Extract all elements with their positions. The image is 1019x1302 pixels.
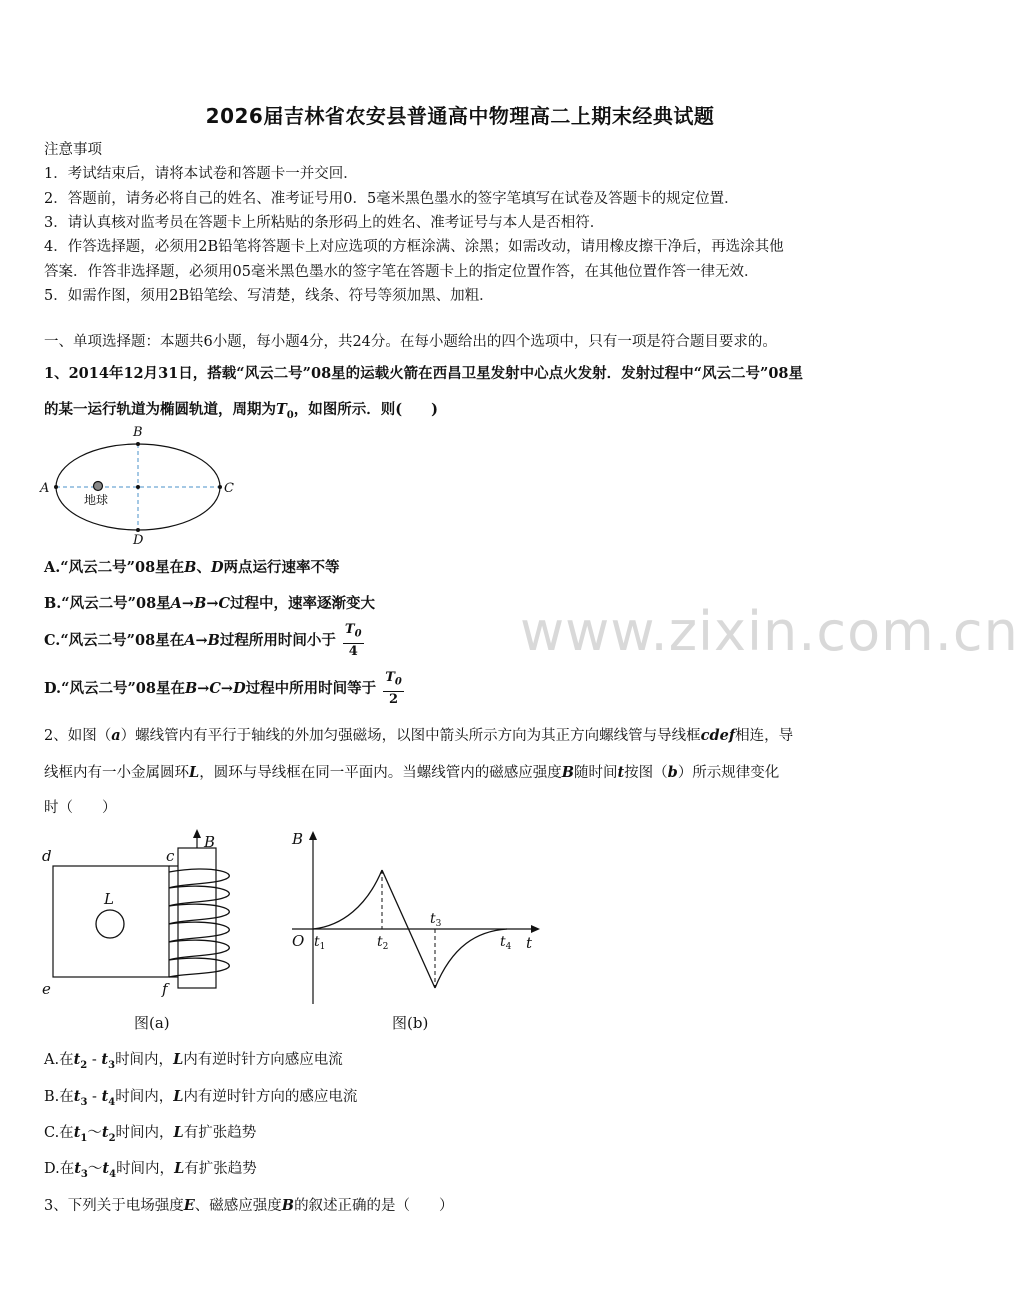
- q2-stem-line2: 线框内有一小金属圆环L，圆环与导线框在同一平面内。当螺线管内的磁感应强度B随时间t按图（b）所示规律变化: [44, 764, 780, 781]
- q2-stem-line1: 2、如图（a）螺线管内有平行于轴线的外加匀强磁场，以图中箭头所示方向为其正方向螺线管与导线框cdef相连，导: [44, 727, 794, 744]
- label-c: C: [224, 481, 234, 496]
- point-d: [136, 528, 140, 532]
- label-e: e: [42, 980, 51, 998]
- point-a: [54, 485, 58, 489]
- curve-rise: [313, 870, 382, 929]
- label-a: A: [40, 481, 50, 496]
- q1-option-a: A.“风云二号”08星在B、D两点运行速率不等: [44, 559, 340, 576]
- q1-stem-line1: 1、2014年12月31日，搭载“风云二号”08星的运载火箭在西昌卫星发射中心点火发射．发射过程中“风云二号”08星: [44, 365, 804, 382]
- t-axis-arrow-icon: [531, 925, 540, 933]
- label-b: B: [204, 833, 216, 851]
- notice-item: 5．如需作图，须用2B铅笔绘、写清楚，线条、符号等须加黑、加粗．: [44, 288, 494, 304]
- section-heading: 一、单项选择题：本题共6小题，每小题4分，共24分。在每小题给出的四个选项中，只有一项是符合题目要求的。: [44, 334, 777, 350]
- earth-label: 地球: [84, 493, 109, 507]
- q2-option-a: A.在$t_2 - t_3$时间内，L内有逆时针方向感应电流: [44, 1051, 343, 1071]
- wire-frame: [53, 866, 169, 977]
- label-c: c: [166, 847, 175, 865]
- q1-orbit-figure: [36, 422, 246, 547]
- earth-icon: [94, 482, 103, 491]
- caption-a: 图(a): [134, 1014, 170, 1032]
- label-l: L: [104, 890, 114, 908]
- q1-option-b: B.“风云二号”08星A→B→C过程中，速率逐渐变大: [44, 595, 376, 612]
- label-d: D: [133, 533, 144, 548]
- b-axis-arrow-icon: [309, 831, 317, 840]
- point-b: [136, 442, 140, 446]
- orbit-center: [136, 485, 140, 489]
- q3-stem: 3、下列关于电场强度E、磁感应强度B的叙述正确的是（ ）: [44, 1197, 454, 1214]
- q1-stem-line2: 的某一运行轨道为椭圆轨道，周期为$T_0$，如图所示．则( ): [44, 401, 438, 421]
- notice-heading: 注意事项: [44, 142, 102, 158]
- b-arrow-icon: [193, 829, 201, 838]
- q2-figure-b: [282, 826, 544, 1036]
- label-t2: $t_2$: [377, 934, 389, 952]
- q1-option-d: D.“风云二号”08星在B→C→D过程中所用时间等于 $\frac{T_0}{2}$: [44, 670, 402, 707]
- q1-option-c: C.“风云二号”08星在A→B过程所用时间小于 $\frac{T_0}{4}$: [44, 622, 362, 659]
- notice-item: 3．请认真核对监考员在答题卡上所粘贴的条形码上的姓名、准考证号与本人是否相符．: [44, 215, 605, 231]
- label-t4: $t_4$: [500, 934, 512, 952]
- notice-item: 答案．作答非选择题，必须用05毫米黑色墨水的签字笔在答题卡上的指定位置作答，在其他位置作答一律无效．: [44, 264, 759, 280]
- label-t3: $t_3$: [430, 911, 442, 929]
- label-b: B: [292, 830, 304, 848]
- q2-figure-a: [38, 826, 248, 1036]
- notice-item: 2．答题前，请务必将自己的姓名、准考证号用0．5毫米黑色墨水的签字笔填写在试卷及答题卡的规定位置．: [44, 191, 739, 207]
- watermark: www.zixin.com.cn: [520, 600, 1019, 663]
- curve-recover: [435, 929, 507, 988]
- label-f: f: [162, 980, 168, 998]
- page-title: 2026届吉林省农安县普通高中物理高二上期末经典试题: [205, 104, 715, 128]
- notice-item: 1．考试结束后，请将本试卷和答题卡一并交回．: [44, 166, 358, 182]
- q2-option-b: B.在$t_3 - t_4$时间内，L内有逆时针方向的感应电流: [44, 1088, 358, 1108]
- label-b: B: [133, 425, 143, 440]
- metal-ring: [96, 910, 124, 938]
- label-o: O: [292, 932, 305, 950]
- label-d: d: [42, 847, 52, 865]
- label-t1: $t_1$: [314, 934, 326, 952]
- point-c: [218, 485, 222, 489]
- q2-stem-line3: 时（ ）: [44, 800, 117, 816]
- q2-option-c: C.在$t_1\sim t_2$时间内，L有扩张趋势: [44, 1124, 257, 1144]
- q2-option-d: D.在$t_3\sim t_4$时间内，L有扩张趋势: [44, 1160, 257, 1180]
- label-t: t: [526, 934, 533, 952]
- notice-item: 4．作答选择题，必须用2B铅笔将答题卡上对应选项的方框涂满、涂黑；如需改动，请用橡皮擦干净后，再选涂其他: [44, 239, 784, 255]
- caption-b: 图(b): [392, 1014, 429, 1032]
